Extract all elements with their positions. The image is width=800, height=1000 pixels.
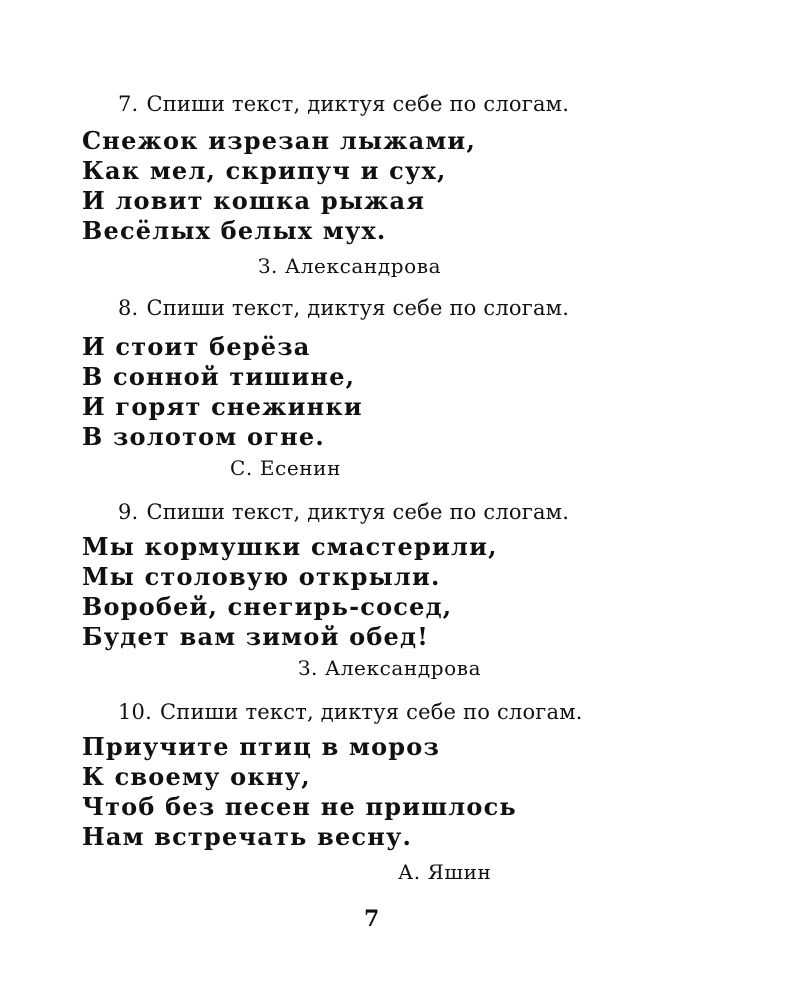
poem-line: Чтоб без песен не пришлось [82, 792, 517, 821]
poem-line: И ловит кошка рыжая [82, 186, 426, 215]
poem-10-author: А. Яшин [398, 860, 492, 884]
task-number: 8. [118, 296, 139, 320]
poem-line: В сонной тишине, [82, 362, 356, 391]
poem-8-author: С. Есенин [230, 456, 342, 480]
task-number: 7. [118, 92, 139, 116]
poem-line: Воробей, снегирь-сосед, [82, 592, 453, 621]
task-text: Спиши текст, диктуя себе по слогам. [146, 296, 570, 320]
poem-line: К своему окну, [82, 762, 311, 791]
page-number: 7 [364, 906, 380, 932]
poem-line: Снежок изрезан лыжами, [82, 126, 476, 155]
poem-7 [82, 126, 476, 246]
poem-line: Весёлых белых мух. [82, 216, 387, 245]
poem-line: Нам встречать весну. [82, 822, 413, 851]
poem-8 [82, 332, 363, 452]
poem-line: И стоит берёза [82, 332, 311, 361]
task-number: 10. [118, 700, 152, 724]
task-8-instruction [118, 296, 569, 320]
poem-line: Мы кормушки смастерили, [82, 532, 498, 561]
poem-line: Мы столовую открыли. [82, 562, 441, 591]
poem-9-author: З. Александрова [298, 656, 482, 680]
task-text: Спиши текст, диктуя себе по слогам. [146, 92, 570, 116]
task-9-instruction [118, 500, 569, 524]
poem-7-author: З. Александрова [258, 254, 442, 278]
poem-9 [82, 532, 498, 652]
task-10-instruction [118, 700, 583, 724]
task-text: Спиши текст, диктуя себе по слогам. [146, 500, 570, 524]
poem-line: И горят снежинки [82, 392, 363, 421]
task-7-instruction [118, 92, 569, 116]
task-text: Спиши текст, диктуя себе по слогам. [160, 700, 583, 724]
poem-10 [82, 732, 517, 852]
poem-line: Приучите птиц в мороз [82, 732, 440, 761]
poem-line: Как мел, скрипуч и сух, [82, 156, 447, 185]
task-number: 9. [118, 500, 139, 524]
poem-line: В золотом огне. [82, 422, 325, 451]
poem-line: Будет вам зимой обед! [82, 622, 429, 651]
